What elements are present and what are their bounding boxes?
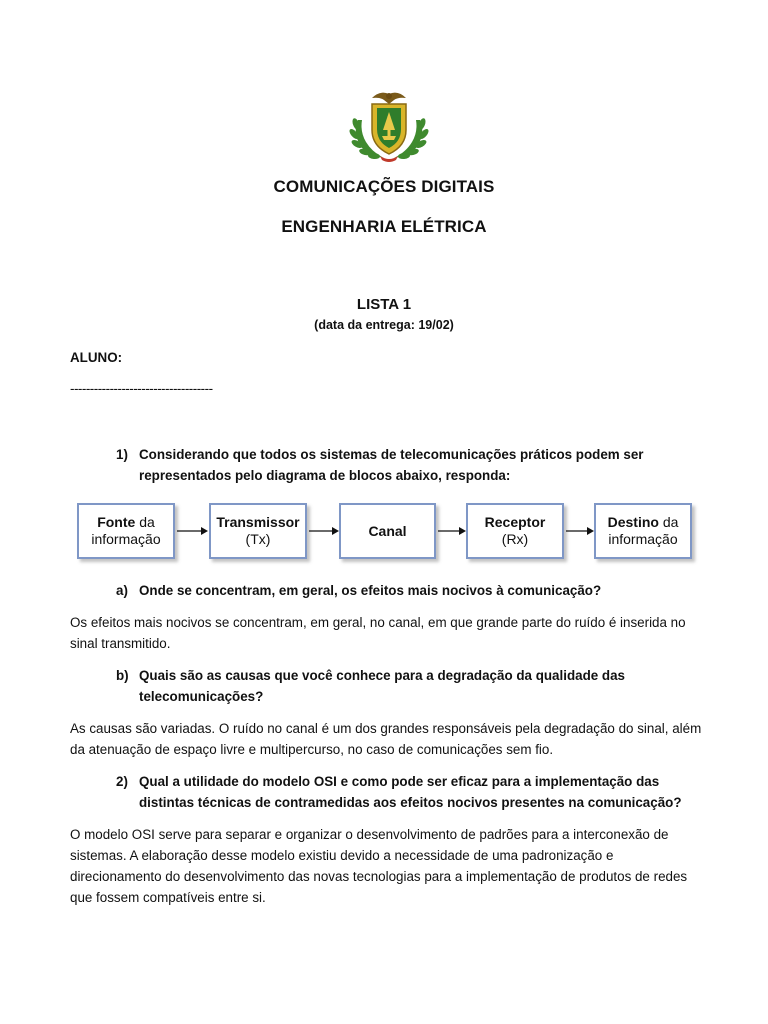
question-1-number: 1) [116,447,128,462]
block-receiver-line2: (Rx) [501,531,529,547]
block-channel-label: Canal [368,522,407,539]
block-source-line2: informação [91,531,161,547]
arrow-2 [309,523,340,539]
student-name-line: ------------------------------------ [70,381,213,396]
block-transmitter-line2: (Tx) [245,531,271,547]
block-source-bold: Fonte [97,514,136,530]
block-destination [594,503,692,559]
block-source [77,503,175,559]
answer-1b: As causas são variadas. O ruído no canal é um dos grandes responsáveis pela degradação do sinal, além da atenuação de espaço livre e multipercurso, no caso de comunicações sem fio. [70,721,702,757]
block-transmitter [209,503,307,559]
question-1a-text: Onde se concentram, em geral, os efeitos mais nocivos à comunicação? [139,583,602,598]
block-destination-rest: da [658,514,679,530]
answer-1a: Os efeitos mais nocivos se concentram, em geral, no canal, em que grande parte do ruído é inserida no sinal transmitido. [70,615,686,651]
block-destination-line2: informação [608,531,678,547]
block-source-rest: da [135,514,155,530]
block-channel [339,503,436,559]
block-destination-bold: Destino [607,514,659,530]
question-1b-text: Quais são as causas que você conhece para a degradação da qualidade das telecomunicações? [139,668,625,704]
arrow-1 [177,523,209,539]
block-transmitter-label: Transmissor [216,514,300,530]
question-1a-label: a) [116,583,128,598]
question-1b-label: b) [116,668,129,683]
question-1-text: Considerando que todos os sistemas de telecomunicações práticos podem ser representados pelo diagrama de blocos abaixo, responda: [139,447,644,483]
question-2-number: 2) [116,774,128,789]
question-2-text: Qual a utilidade do modelo OSI e como pode ser eficaz para a implementação das distintas técnicas de contramedidas aos efeitos nocivos presentes na comunicação? [139,774,682,810]
student-label: ALUNO: [70,350,123,365]
arrow-4 [566,523,595,539]
block-receiver [466,503,564,559]
list-title: LISTA 1 [356,296,412,313]
answer-2: O modelo OSI serve para separar e organizar o desenvolvimento de padrões para a interconexão de sistemas. A elaboração desse modelo existiu devido a necessidade de uma padronização e direcionamento do desenvolvimento das novas tecnologias para a implementação de produtos de redes que fossem compatíveis entre si. [70,827,688,905]
due-date: (data da entrega: 19/02) [314,318,454,332]
arrow-3 [438,523,467,539]
program-title: ENGENHARIA ELÉTRICA [281,217,487,236]
university-emblem [344,86,434,164]
block-receiver-label: Receptor [484,514,546,530]
course-title: COMUNICAÇÕES DIGITAIS [273,177,495,196]
